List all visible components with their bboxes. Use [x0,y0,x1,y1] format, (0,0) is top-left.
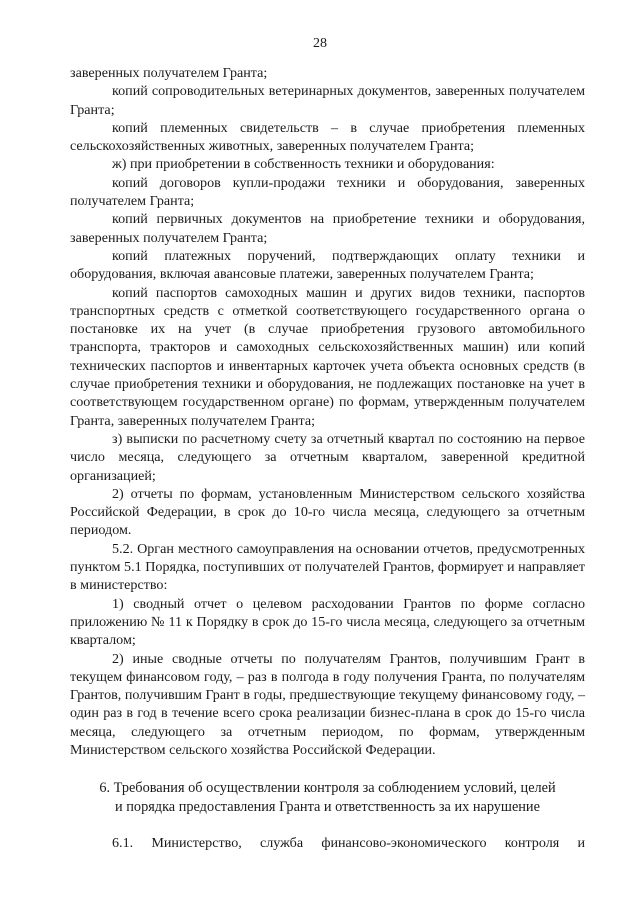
paragraph-7: копий платежных поручений, подтверждающих оплату техники и оборудования, включая авансовые платежи, заверенных получателем Гранта; [70,247,585,283]
paragraph-12: 1) сводный отчет о целевом расходовании Грантов по форме согласно приложению № 11 к Порядку в срок до 15-го числа месяца, следующего за отчетным кварталом; [70,595,585,649]
paragraph-14: 6.1. Министерство, служба финансово-экономического контроля и [112,835,585,852]
paragraph-1: заверенных получателем Гранта; [70,65,268,81]
paragraph-2: копий сопроводительных ветеринарных документов, заверенных получателем Гранта; [70,83,585,118]
paragraph-10: 2) отчеты по формам, установленным Министерством сельского хозяйства Российской Федерации, в срок до 10-го числа месяца, следующего за отчетным периодом. [70,485,585,539]
document-body [70,64,585,853]
paragraph-3: копий племенных свидетельств – в случае приобретения племенных сельскохозяйственных животных, заверенных получателем Гранта; [70,119,585,155]
page-number: 28 [313,36,327,51]
paragraph-11: 5.2. Орган местного самоуправления на основании отчетов, предусмотренных пунктом 5.1 Порядка, поступивших от получателей Грантов, формирует и направляет в министерство: [70,540,585,594]
paragraph-13: 2) иные сводные отчеты по получателям Грантов, получившим Грант в текущем финансовом году, – раз в полгода в году получения Гранта, по получателям Грантов, получившим Грант в годы, предшествующие текущему финансовому году, – один раз в год в течение всего срока реализации бизнес-плана в срок до 15-го числа месяца, следующего за отчетным периодом, по формам, утвержденным Министерством сельского хозяйства Российской Федерации. [70,650,585,758]
paragraph-5: копий договоров купли-продажи техники и оборудования, заверенных получателем Гранта; [70,174,585,210]
paragraph-6: копий первичных документов на приобретение техники и оборудования, заверенных получателем Гранта; [70,211,585,246]
section-heading-line-2: и порядка предоставления Гранта и ответственность за их нарушение [115,798,540,815]
paragraph-9: з) выписки по расчетному счету за отчетный квартал по состоянию на первое число месяца, следующего за отчетным кварталом, заверенной кредитной организацией; [70,430,585,484]
paragraph-8: копий паспортов самоходных машин и других видов техники, паспортов транспортных средств с отметкой соответствующего государственного органа о постановке их на учет (в случае приобретения грузового автомобильного транспорта, тракторов и самоходных сельскохозяйственных машин) или копий технических паспортов и инвентарных карточек учета объекта основных средств (в случае приобретения техники и оборудования, не подлежащих постановке на учет в соответствующем государственном органе) по формам, утвержденным получателем Гранта, заверенных получателем Гранта; [70,284,585,429]
section-heading [70,779,585,816]
paragraph-4: ж) при приобретении в собственность техники и оборудования: [112,156,495,173]
section-heading-line-1: 6. Требования об осуществлении контроля за соблюдением условий, целей [99,780,556,797]
